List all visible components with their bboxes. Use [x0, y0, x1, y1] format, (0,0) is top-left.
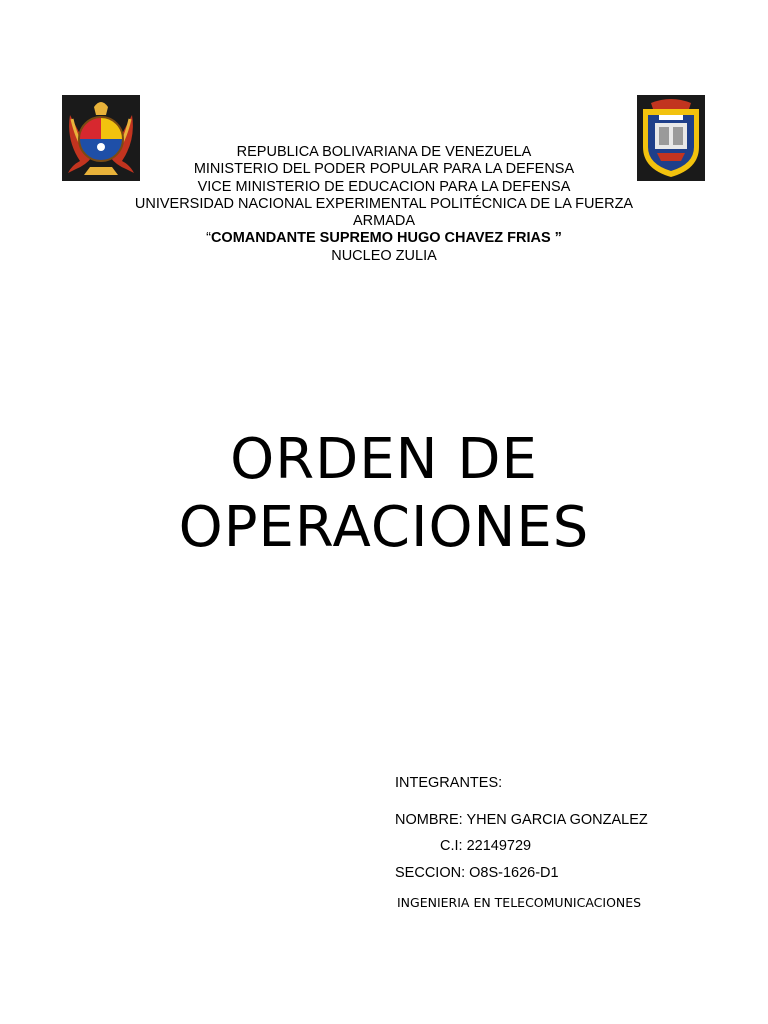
student-name: NOMBRE: YHEN GARCIA GONZALEZ	[395, 812, 648, 828]
institution-header	[124, 144, 644, 265]
student-section: SECCION: O8S-1626-D1	[395, 865, 559, 881]
quote-open: “	[206, 230, 211, 247]
document-title	[100, 426, 668, 562]
student-career: INGENIERIA EN TELECOMUNICACIONES	[397, 895, 642, 910]
header-motto	[124, 230, 644, 247]
header-university: UNIVERSIDAD NACIONAL EXPERIMENTAL POLITÉCNICA DE LA FUERZA ARMADA	[134, 195, 634, 230]
title-line-1: ORDEN DE	[230, 427, 538, 492]
quote-close: ”	[554, 230, 562, 247]
header-nucleus: NUCLEO ZULIA	[331, 247, 437, 264]
student-id: C.I: 22149729	[440, 838, 532, 854]
header-ministry: MINISTERIO DEL PODER POPULAR PARA LA DEFENSA	[193, 161, 575, 178]
header-commander: COMANDANTE SUPREMO HUGO CHAVEZ FRIAS	[210, 230, 555, 247]
header-republic: REPUBLICA BOLIVARIANA DE VENEZUELA	[236, 144, 532, 160]
title-line-2: OPERACIONES	[178, 495, 590, 560]
header-vice-ministry: VICE MINISTERIO DE EDUCACION PARA LA DEFENSA	[197, 178, 571, 195]
unefa-shield-icon	[637, 95, 705, 181]
integrantes-label: INTEGRANTES:	[395, 775, 503, 791]
